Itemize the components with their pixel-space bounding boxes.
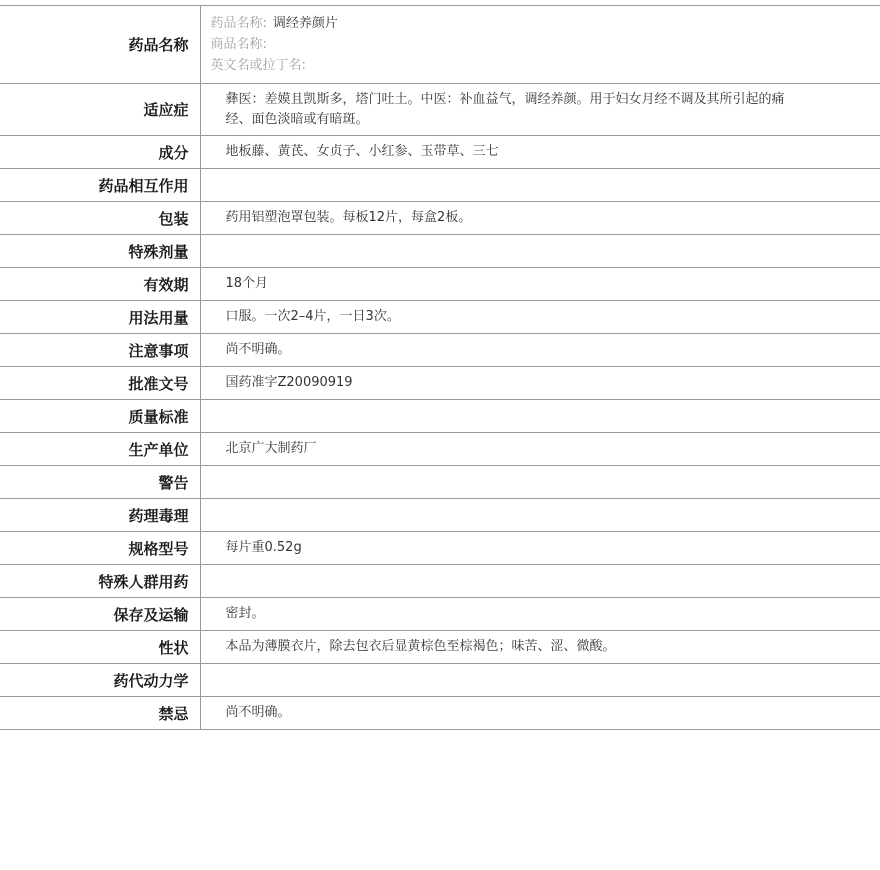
row-value: 尚不明确。	[200, 334, 880, 367]
row-value: 本品为薄膜衣片，除去包衣后显黄棕色至棕褐色；味苦、涩、微酸。	[200, 631, 880, 664]
row-value	[200, 664, 880, 697]
drug-name-key: 药品名称:	[210, 16, 267, 31]
row-label: 警告	[0, 466, 200, 499]
drug-name-value: 调经养颜片	[272, 16, 338, 31]
row-value: 国药准字Z20090919	[200, 367, 880, 400]
table-row	[0, 84, 880, 136]
table-row	[0, 235, 880, 268]
row-label: 用法用量	[0, 301, 200, 334]
table-row	[0, 433, 880, 466]
table-row	[0, 367, 880, 400]
row-label: 特殊人群用药	[0, 565, 200, 598]
row-value: 18个月	[200, 268, 880, 301]
row-label: 有效期	[0, 268, 200, 301]
row-value	[200, 84, 880, 136]
row-label: 规格型号	[0, 532, 200, 565]
row-value: 口服。一次2–4片，一日3次。	[200, 301, 880, 334]
table-row	[0, 334, 880, 367]
row-value	[200, 169, 880, 202]
row-label: 保存及运输	[0, 598, 200, 631]
table-row	[0, 565, 880, 598]
indication-text: 彝医：差嫫且凯斯多，塔门吐土。中医：补血益气，调经养颜。用于妇女月经不调及其所引起的痛经、面色淡暗或有暗斑。	[225, 91, 785, 127]
row-label: 禁忌	[0, 697, 200, 730]
table-row-drug-name	[0, 6, 880, 84]
row-value: 每片重0.52g	[200, 532, 880, 565]
row-label: 适应症	[0, 84, 200, 136]
row-label: 包装	[0, 202, 200, 235]
table-row	[0, 136, 880, 169]
drug-info-table	[0, 5, 880, 730]
row-label: 药代动力学	[0, 664, 200, 697]
row-label: 质量标准	[0, 400, 200, 433]
row-label: 药品名称	[0, 6, 200, 84]
row-label: 性状	[0, 631, 200, 664]
row-value: 北京广大制药厂	[200, 433, 880, 466]
table-row	[0, 598, 880, 631]
table-row	[0, 169, 880, 202]
table-row	[0, 202, 880, 235]
row-value: 尚不明确。	[200, 697, 880, 730]
row-label: 成分	[0, 136, 200, 169]
row-value: 密封。	[200, 598, 880, 631]
row-value	[200, 400, 880, 433]
table-row	[0, 400, 880, 433]
table-row	[0, 268, 880, 301]
name-block	[201, 13, 880, 76]
row-label: 特殊剂量	[0, 235, 200, 268]
table-row	[0, 664, 880, 697]
trade-name-line	[211, 34, 880, 55]
row-value	[200, 466, 880, 499]
trade-name-key: 商品名称:	[210, 37, 267, 52]
table-row	[0, 697, 880, 730]
row-value: 药用铝塑泡罩包装。每板12片，每盒2板。	[200, 202, 880, 235]
row-value	[200, 565, 880, 598]
table-row	[0, 301, 880, 334]
row-label: 生产单位	[0, 433, 200, 466]
row-label: 药理毒理	[0, 499, 200, 532]
english-name-line	[211, 55, 880, 76]
english-name-key: 英文名或拉丁名:	[210, 58, 306, 73]
name-cell	[200, 6, 880, 84]
row-value	[200, 235, 880, 268]
row-label: 批准文号	[0, 367, 200, 400]
drug-name-line	[211, 13, 880, 34]
row-label: 注意事项	[0, 334, 200, 367]
table-row	[0, 499, 880, 532]
table-row	[0, 466, 880, 499]
table-row	[0, 631, 880, 664]
table-row	[0, 532, 880, 565]
row-value	[200, 499, 880, 532]
row-value: 地板藤、黄芪、女贞子、小红参、玉带草、三七	[200, 136, 880, 169]
row-label: 药品相互作用	[0, 169, 200, 202]
